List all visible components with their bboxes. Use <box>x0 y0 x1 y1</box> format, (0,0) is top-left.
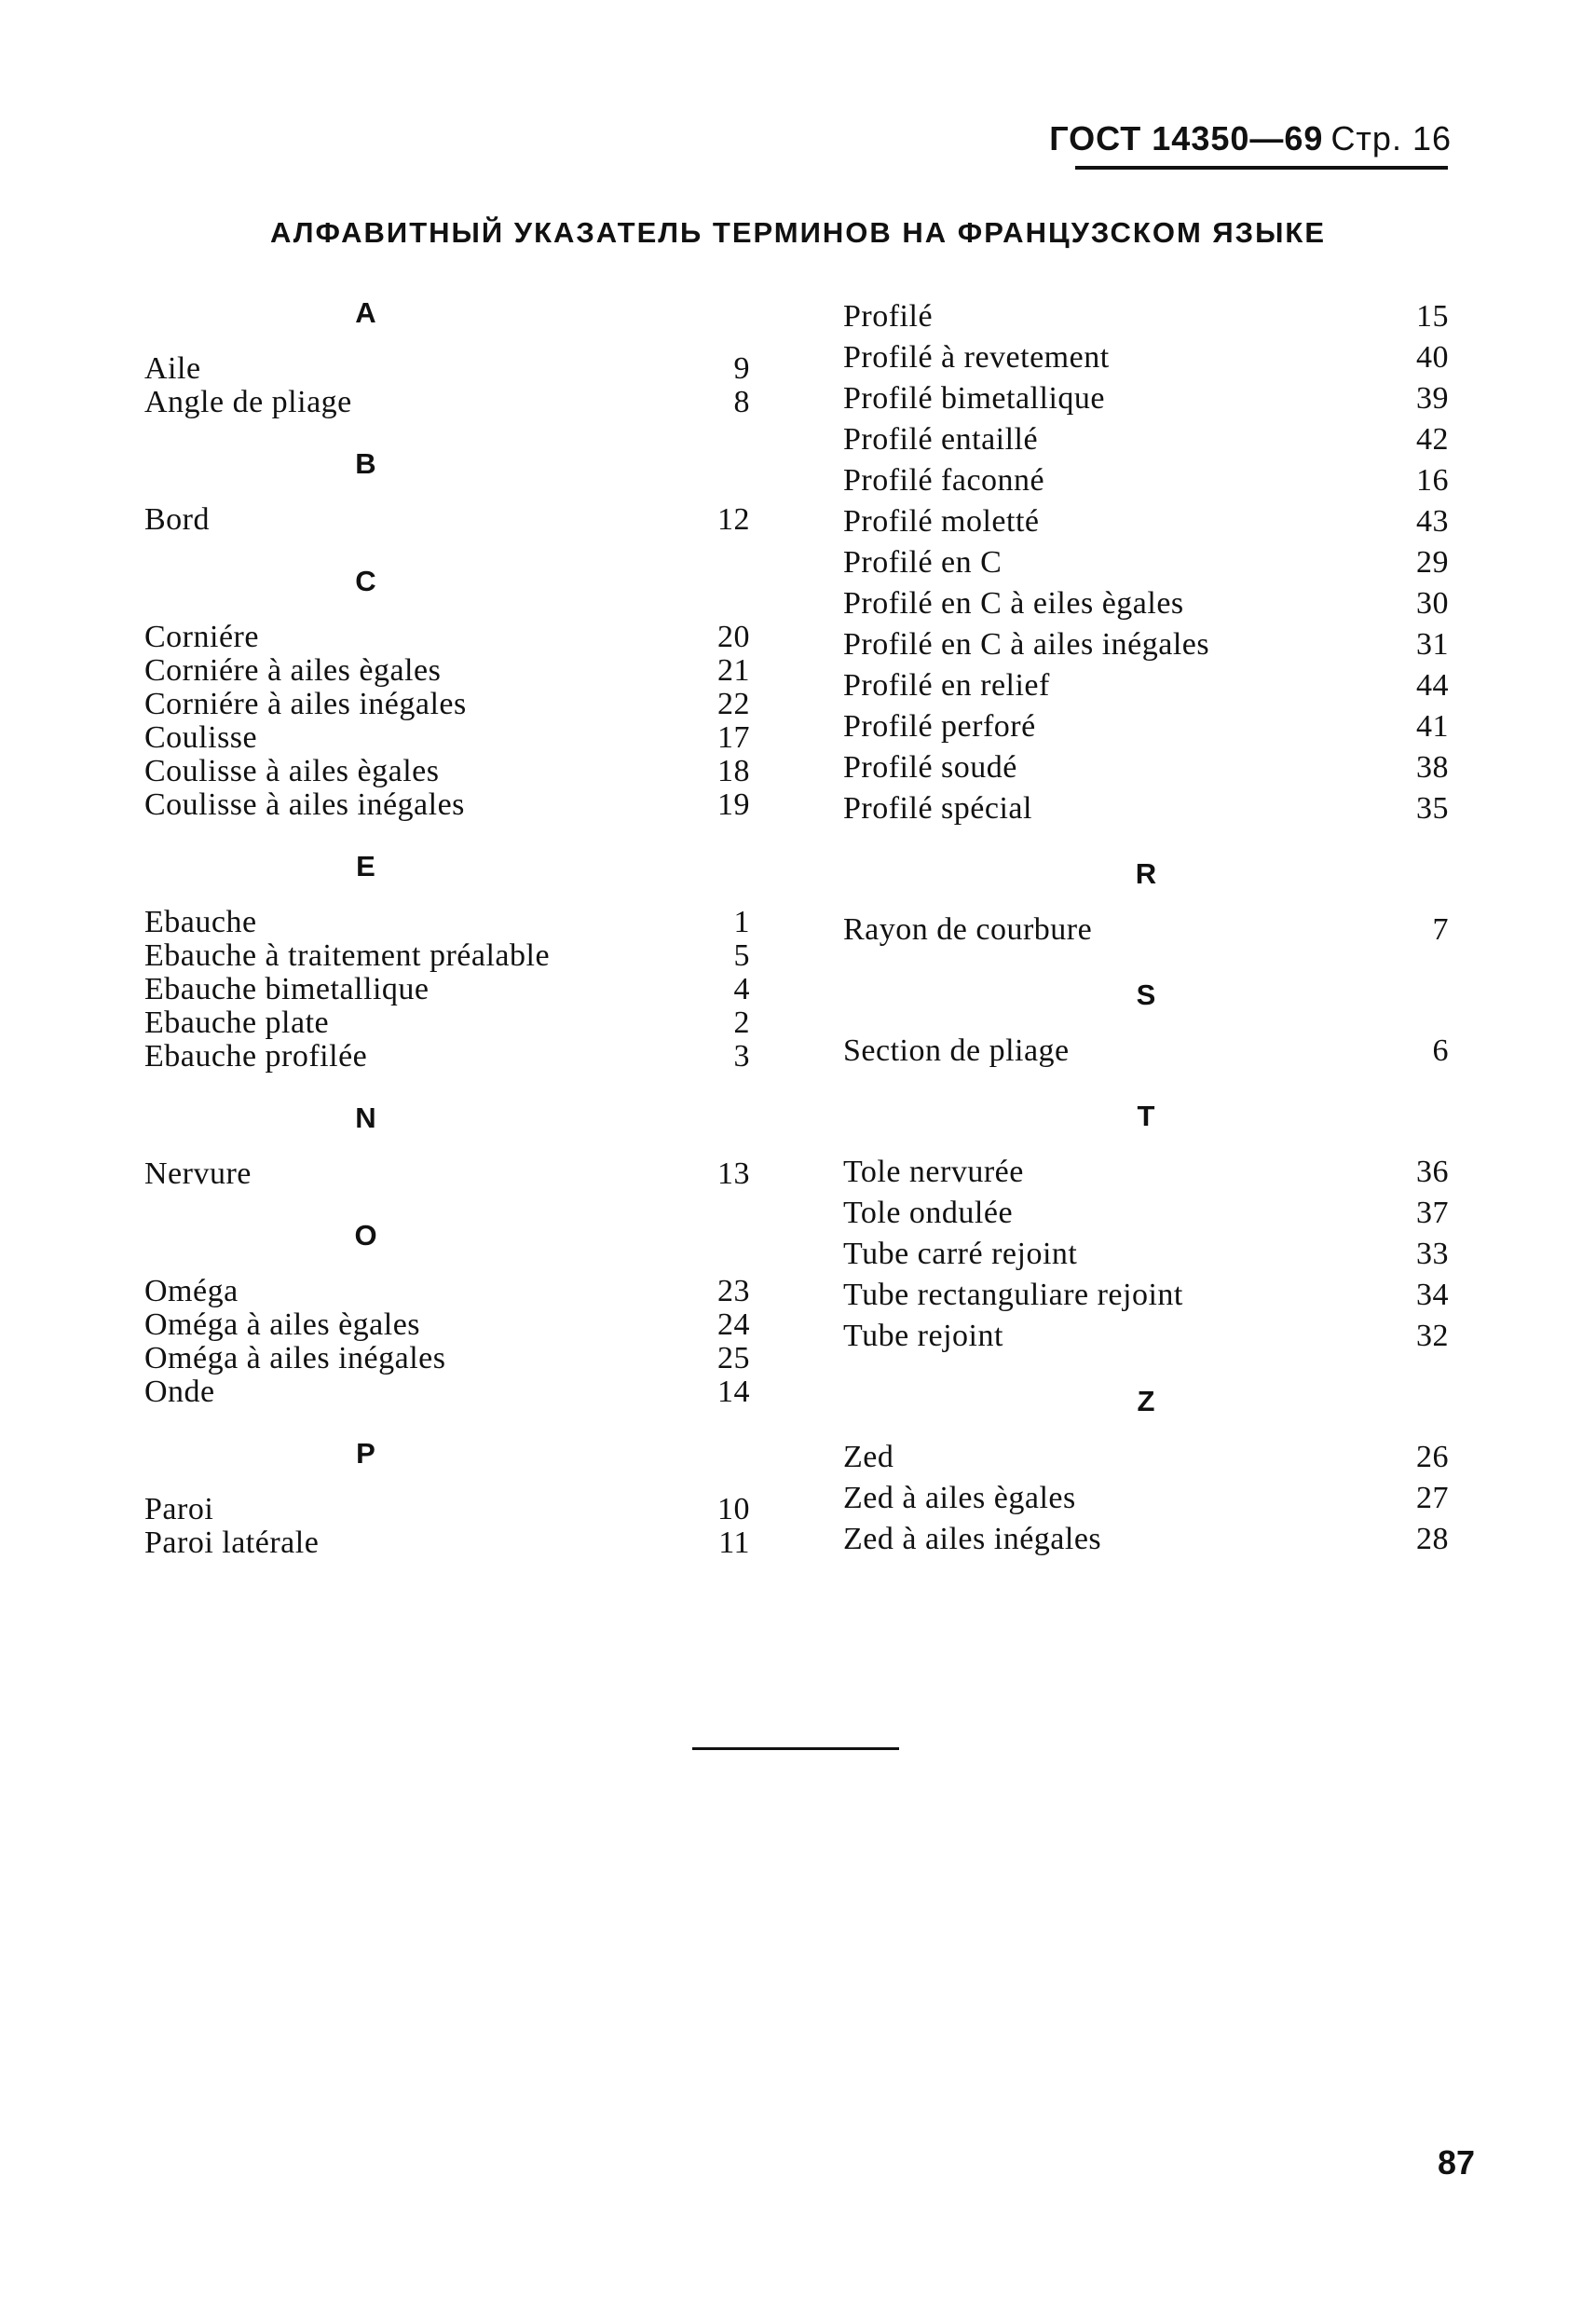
index-entry <box>144 939 750 973</box>
entry-number: 41 <box>1416 709 1449 744</box>
section-letter: N <box>355 1101 376 1134</box>
index-section <box>144 1219 750 1409</box>
entry-term: Rayon de courbure <box>843 912 1093 947</box>
index-entry <box>144 1275 750 1308</box>
entry-number: 32 <box>1416 1319 1449 1353</box>
index-entry <box>144 654 750 688</box>
index-entry <box>843 296 1449 337</box>
entry-term: Profilé faconné <box>843 463 1045 498</box>
entry-number: 25 <box>717 1341 750 1375</box>
page-label: Стр. 16 <box>1330 119 1452 157</box>
section-letter: R <box>1135 857 1157 890</box>
entry-number: 35 <box>1416 791 1449 826</box>
index-section <box>144 565 750 822</box>
section-letter: A <box>355 296 376 329</box>
entry-number: 12 <box>717 502 750 537</box>
index-section <box>843 1100 1449 1357</box>
entry-term: Profilé à revetement <box>843 340 1110 375</box>
entry-number: 23 <box>717 1274 750 1308</box>
entry-number: 27 <box>1416 1481 1449 1515</box>
index-entry <box>144 1526 750 1560</box>
index-entry <box>144 973 750 1006</box>
index-section <box>144 1437 750 1560</box>
index-entry <box>843 1437 1449 1478</box>
entry-number: 7 <box>1432 912 1449 947</box>
index-entry <box>144 1006 750 1040</box>
entry-term: Corniére <box>144 620 259 654</box>
entry-number: 6 <box>1432 1033 1449 1068</box>
entry-term: Profilé moletté <box>843 504 1040 539</box>
entry-number: 10 <box>717 1492 750 1526</box>
index-entry <box>843 1275 1449 1316</box>
index-section <box>144 447 750 537</box>
entry-term: Profilé <box>843 299 934 334</box>
entry-term: Paroi <box>144 1492 214 1526</box>
entry-term: Angle de pliage <box>144 385 352 419</box>
entry-term: Aile <box>144 351 201 386</box>
section-letter: S <box>1136 978 1156 1011</box>
index-entry <box>843 1031 1449 1072</box>
entry-term: Profilé spécial <box>843 791 1032 826</box>
entry-number: 31 <box>1416 627 1449 662</box>
index-entry <box>843 337 1449 378</box>
section-letter: O <box>354 1219 377 1252</box>
entry-number: 1 <box>733 905 750 939</box>
index-column-left <box>144 296 750 1560</box>
entry-term: Nervure <box>144 1156 252 1191</box>
entry-term: Corniére à ailes inégales <box>144 687 467 721</box>
index-entry <box>144 386 750 419</box>
entry-number: 21 <box>717 653 750 688</box>
entry-number: 11 <box>718 1525 750 1560</box>
entry-number: 43 <box>1416 504 1449 539</box>
entry-term: Ebauche <box>144 905 257 939</box>
entry-term: Coulisse à ailes ègales <box>144 754 440 788</box>
index-entry <box>144 1342 750 1375</box>
index-entry <box>843 665 1449 706</box>
index-entry <box>843 542 1449 583</box>
entry-term: Profilé perforé <box>843 709 1036 744</box>
index-entry <box>144 788 750 822</box>
entry-term: Tube carré rejoint <box>843 1237 1078 1271</box>
index-section <box>843 978 1449 1072</box>
entry-term: Profilé en relief <box>843 668 1050 703</box>
entry-term: Tole ondulée <box>843 1196 1014 1230</box>
entry-term: Zed à ailes inégales <box>843 1522 1102 1556</box>
index-section <box>843 296 1449 829</box>
entry-term: Oméga <box>144 1274 239 1308</box>
standard-code: ГОСТ 14350—69 <box>1049 119 1324 157</box>
entry-number: 28 <box>1416 1522 1449 1556</box>
index-entry <box>843 1234 1449 1275</box>
entry-number: 14 <box>717 1375 750 1409</box>
index-section <box>843 1385 1449 1560</box>
entry-number: 20 <box>717 620 750 654</box>
entry-number: 5 <box>733 938 750 973</box>
index-entry <box>144 755 750 788</box>
entry-term: Profilé en C à eiles ègales <box>843 586 1184 621</box>
section-letter: P <box>356 1437 375 1470</box>
index-entry <box>144 1375 750 1409</box>
entry-number: 15 <box>1416 299 1449 334</box>
index-entry <box>144 721 750 755</box>
index-column-right <box>843 296 1449 1560</box>
entry-number: 18 <box>717 754 750 788</box>
index-entry <box>843 1193 1449 1234</box>
entry-number: 2 <box>733 1006 750 1040</box>
entry-number: 3 <box>733 1039 750 1074</box>
entry-number: 40 <box>1416 340 1449 375</box>
entry-term: Paroi latérale <box>144 1525 320 1560</box>
index-entry <box>144 906 750 939</box>
entry-number: 36 <box>1416 1155 1449 1189</box>
index-entry <box>843 1316 1449 1357</box>
entry-number: 26 <box>1416 1440 1449 1474</box>
page-number: 87 <box>1437 2143 1475 2182</box>
entry-term: Tole nervurée <box>843 1155 1024 1189</box>
index-entry <box>144 1157 750 1191</box>
end-rule <box>692 1747 899 1750</box>
entry-term: Ebauche plate <box>144 1006 330 1040</box>
entry-number: 16 <box>1416 463 1449 498</box>
entry-number: 4 <box>733 972 750 1006</box>
index-entry <box>843 1519 1449 1560</box>
entry-term: Profilé en C <box>843 545 1003 580</box>
section-letter: B <box>355 447 376 480</box>
entry-term: Tube rectanguliare rejoint <box>843 1278 1183 1312</box>
index-entry <box>144 1308 750 1342</box>
index-entry <box>843 910 1449 951</box>
index-entry <box>843 1152 1449 1193</box>
entry-number: 37 <box>1416 1196 1449 1230</box>
entry-number: 22 <box>717 687 750 721</box>
entry-term: Profilé soudé <box>843 750 1017 785</box>
entry-number: 38 <box>1416 750 1449 785</box>
entry-term: Zed <box>843 1440 894 1474</box>
entry-term: Ebauche profilée <box>144 1039 368 1074</box>
entry-term: Oméga à ailes ègales <box>144 1307 421 1342</box>
header-rule <box>1075 166 1448 170</box>
entry-number: 24 <box>717 1307 750 1342</box>
entry-term: Coulisse à ailes inégales <box>144 787 465 822</box>
section-letter: T <box>1137 1100 1155 1132</box>
entry-number: 44 <box>1416 668 1449 703</box>
index-entry <box>843 378 1449 419</box>
entry-number: 33 <box>1416 1237 1449 1271</box>
index-entry <box>144 352 750 386</box>
index-entry <box>843 788 1449 829</box>
entry-number: 17 <box>717 720 750 755</box>
section-letter: Z <box>1137 1385 1155 1417</box>
index-entry <box>843 583 1449 624</box>
index-entry <box>843 419 1449 460</box>
entry-term: Profilé entaillé <box>843 422 1039 457</box>
entry-term: Ebauche à traitement préalable <box>144 938 551 973</box>
index-entry <box>144 1493 750 1526</box>
entry-term: Bord <box>144 502 210 537</box>
entry-number: 29 <box>1416 545 1449 580</box>
index-section <box>144 1101 750 1191</box>
section-letter: C <box>355 565 376 597</box>
index-entry <box>144 503 750 537</box>
entry-number: 19 <box>717 787 750 822</box>
index-entry <box>144 688 750 721</box>
entry-term: Profilé en C à ailes inégales <box>843 627 1210 662</box>
entry-term: Ebauche bimetallique <box>144 972 430 1006</box>
index-entry <box>843 624 1449 665</box>
entry-number: 13 <box>717 1156 750 1191</box>
entry-term: Onde <box>144 1375 215 1409</box>
index-section <box>144 850 750 1074</box>
entry-term: Tube rejoint <box>843 1319 1003 1353</box>
entry-number: 34 <box>1416 1278 1449 1312</box>
entry-number: 9 <box>733 351 750 386</box>
index-entry <box>843 1478 1449 1519</box>
index-entry <box>144 1040 750 1074</box>
index-entry <box>843 706 1449 747</box>
index-section <box>144 296 750 419</box>
entry-number: 42 <box>1416 422 1449 457</box>
entry-number: 30 <box>1416 586 1449 621</box>
entry-term: Profilé bimetallique <box>843 381 1105 416</box>
section-letter: E <box>356 850 375 882</box>
page-title: АЛФАВИТНЫЙ УКАЗАТЕЛЬ ТЕРМИНОВ НА ФРАНЦУЗСКОМ ЯЗЫКЕ <box>269 216 1327 249</box>
entry-number: 8 <box>733 385 750 419</box>
index-entry <box>144 621 750 654</box>
index-entry <box>843 747 1449 788</box>
entry-term: Oméga à ailes inégales <box>144 1341 446 1375</box>
entry-term: Zed à ailes ègales <box>843 1481 1076 1515</box>
entry-term: Corniére à ailes ègales <box>144 653 442 688</box>
entry-term: Coulisse <box>144 720 258 755</box>
index-entry <box>843 460 1449 501</box>
index-section <box>843 857 1449 951</box>
entry-number: 39 <box>1416 381 1449 416</box>
entry-term: Section de pliage <box>843 1033 1070 1068</box>
index-entry <box>843 501 1449 542</box>
running-header <box>1049 119 1452 158</box>
